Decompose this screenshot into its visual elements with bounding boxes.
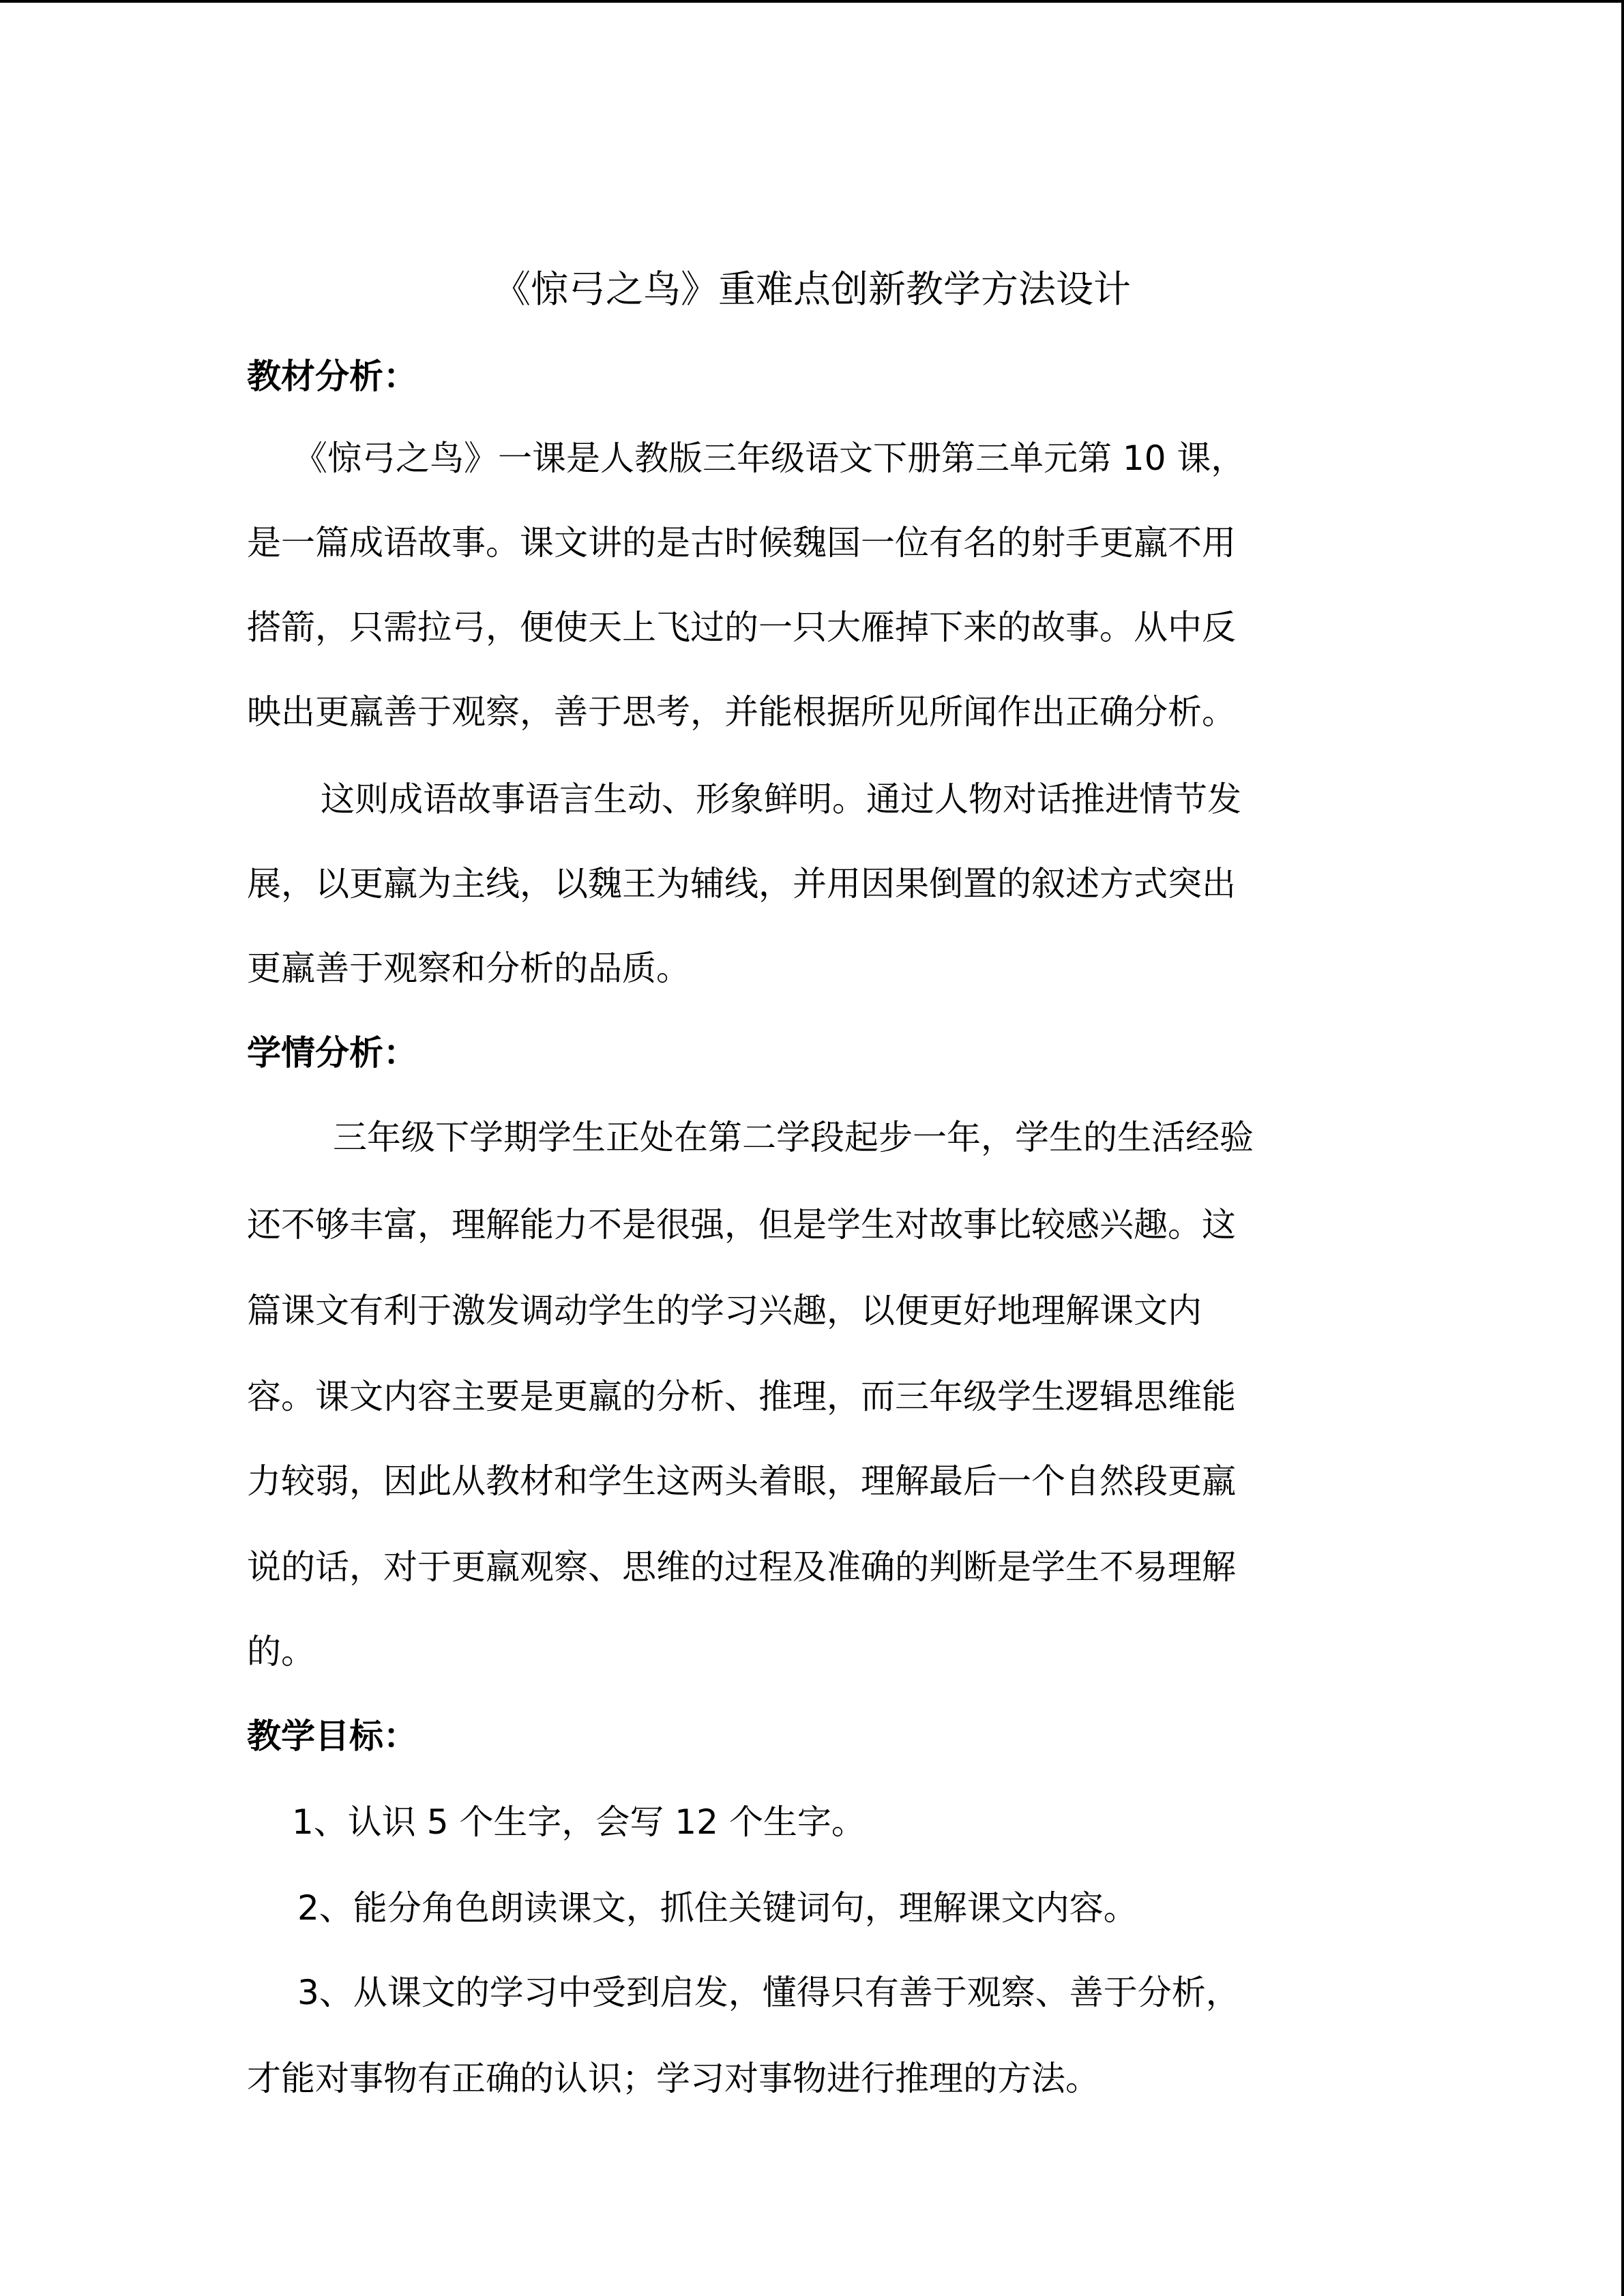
page-border-right [1621,0,1624,2296]
paragraph-line: 还不够丰富，理解能力不是很强，但是学生对故事比较感兴趣。这 [247,1205,1236,1244]
goal-item: 2、能分角色朗读课文，抓住关键词句，理解课文内容。 [297,1888,1138,1928]
paragraph-line: 三年级下学期学生正处在第二学段起步一年，学生的生活经验 [333,1118,1254,1157]
paragraph-line: 说的话，对于更羸观察、思维的过程及准确的判断是学生不易理解 [247,1547,1236,1587]
paragraph-line: 这则成语故事语言生动、形象鲜明。通过人物对话推进情节发 [321,779,1241,819]
page-border-top [0,0,1624,3]
document-title: 《惊弓之鸟》重难点创新教学方法设计 [492,267,1131,311]
paragraph-line: 更羸善于观察和分析的品质。 [247,949,690,988]
paragraph-line: 的。 [247,1632,315,1671]
goal-item-continuation: 才能对事物有正确的认识；学习对事物进行推理的方法。 [247,2059,1099,2098]
goal-item: 3、从课文的学习中受到启发，懂得只有善于观察、善于分析， [297,1973,1240,2012]
paragraph-line: 展，以更羸为主线，以魏王为辅线，并用因果倒置的叙述方式突出 [247,864,1236,904]
section-heading-learner-analysis: 学情分析： [247,1033,417,1073]
paragraph-line: 力较弱，因此从教材和学生这两头着眼，理解最后一个自然段更羸 [247,1461,1236,1501]
paragraph-line: 搭箭，只需拉弓，便使天上飞过的一只大雁掉下来的故事。从中反 [247,608,1236,647]
paragraph-line: 是一篇成语故事。课文讲的是古时候魏国一位有名的射手更羸不用 [247,523,1236,563]
paragraph-line: 容。课文内容主要是更羸的分析、推理，而三年级学生逻辑思维能 [247,1377,1236,1416]
paragraph-line: 《惊弓之鸟》一课是人教版三年级语文下册第三单元第 10 课， [293,438,1245,478]
section-heading-textbook-analysis: 教材分析： [247,357,417,396]
paragraph-line: 映出更羸善于观察，善于思考，并能根据所见所闻作出正确分析。 [247,692,1236,732]
section-heading-teaching-goals: 教学目标： [247,1716,417,1756]
paragraph-line: 篇课文有利于激发调动学生的学习兴趣，以便更好地理解课文内 [247,1291,1202,1330]
goal-item: 1、认识 5 个生字，会写 12 个生字。 [292,1802,866,1842]
